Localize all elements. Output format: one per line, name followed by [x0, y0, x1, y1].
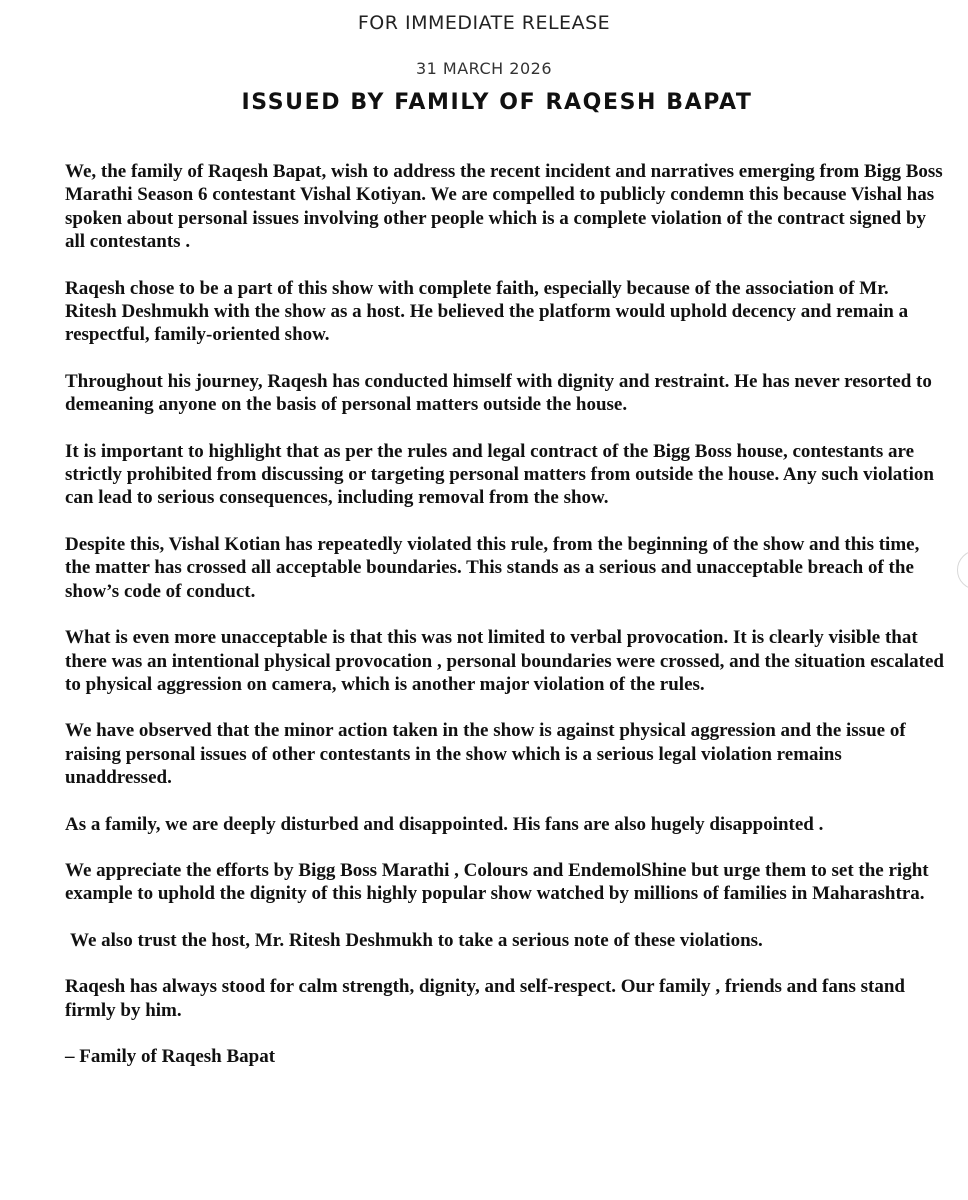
- paragraph: We have observed that the minor action taken in the show is against physical aggression and the issue of raising personal issues of other contestants in the show which is a serious legal violation remains unaddressed.: [65, 720, 906, 789]
- signature: – Family of Raqesh Bapat: [65, 1045, 276, 1067]
- release-label: FOR IMMEDIATE RELEASE: [357, 12, 611, 34]
- paragraph: We also trust the host, Mr. Ritesh Deshmukh to take a serious note of these violations.: [70, 929, 763, 951]
- paragraph: We appreciate the efforts by Bigg Boss Marathi , Colours and EndemolShine but urge them to set the right example to uphold the dignity of this highly popular show watched by millions of families in Maharashtra.: [65, 859, 929, 905]
- paragraph: What is even more unacceptable is that this was not limited to verbal provocation. It is clearly visible that there was an intentional physical provocation , personal boundaries were crossed, and the situation escalated to physical aggression on camera, which is another major violation of the rules.: [65, 627, 944, 695]
- paragraph: Raqesh has always stood for calm strength, dignity, and self-respect. Our family , friends and fans stand firmly by him.: [65, 976, 905, 1021]
- paragraph: Despite this, Vishal Kotian has repeatedly violated this rule, from the beginning of the show and this time, the matter has crossed all acceptable boundaries. This stands as a serious and unacceptable breach of the show’s code of conduct.: [65, 533, 920, 602]
- carousel-next-button[interactable]: [957, 550, 968, 590]
- paragraph: We, the family of Raqesh Bapat, wish to address the recent incident and narratives emerging from Bigg Boss Marathi Season 6 contestant Vishal Kotiyan. We are compelled to publicly condemn this because Vishal has spoken about personal issues involving other people which is a complete violation of the contract signed by all contestants .: [65, 161, 943, 253]
- statement-body: [65, 160, 945, 1068]
- release-date: 31 MARCH 2026: [415, 59, 553, 78]
- paragraph: Raqesh chose to be a part of this show with complete faith, especially because of the association of Mr. Ritesh Deshmukh with the show as a host. He believed the platform would uphold decency and remain a respectful, family-oriented show.: [65, 277, 909, 346]
- paragraph: As a family, we are deeply disturbed and disappointed. His fans are also hugely disappointed .: [65, 813, 824, 835]
- page-title: ISSUED BY FAMILY OF RAQESH BAPAT: [241, 90, 753, 115]
- paragraph: Throughout his journey, Raqesh has conducted himself with dignity and restraint. He has never resorted to demeaning anyone on the basis of personal matters outside the house.: [65, 370, 932, 416]
- paragraph: It is important to highlight that as per the rules and legal contract of the Bigg Boss house, contestants are strictly prohibited from discussing or targeting personal matters from outside the house. Any such violation can lead to serious consequences, including removal from the show.: [65, 440, 934, 509]
